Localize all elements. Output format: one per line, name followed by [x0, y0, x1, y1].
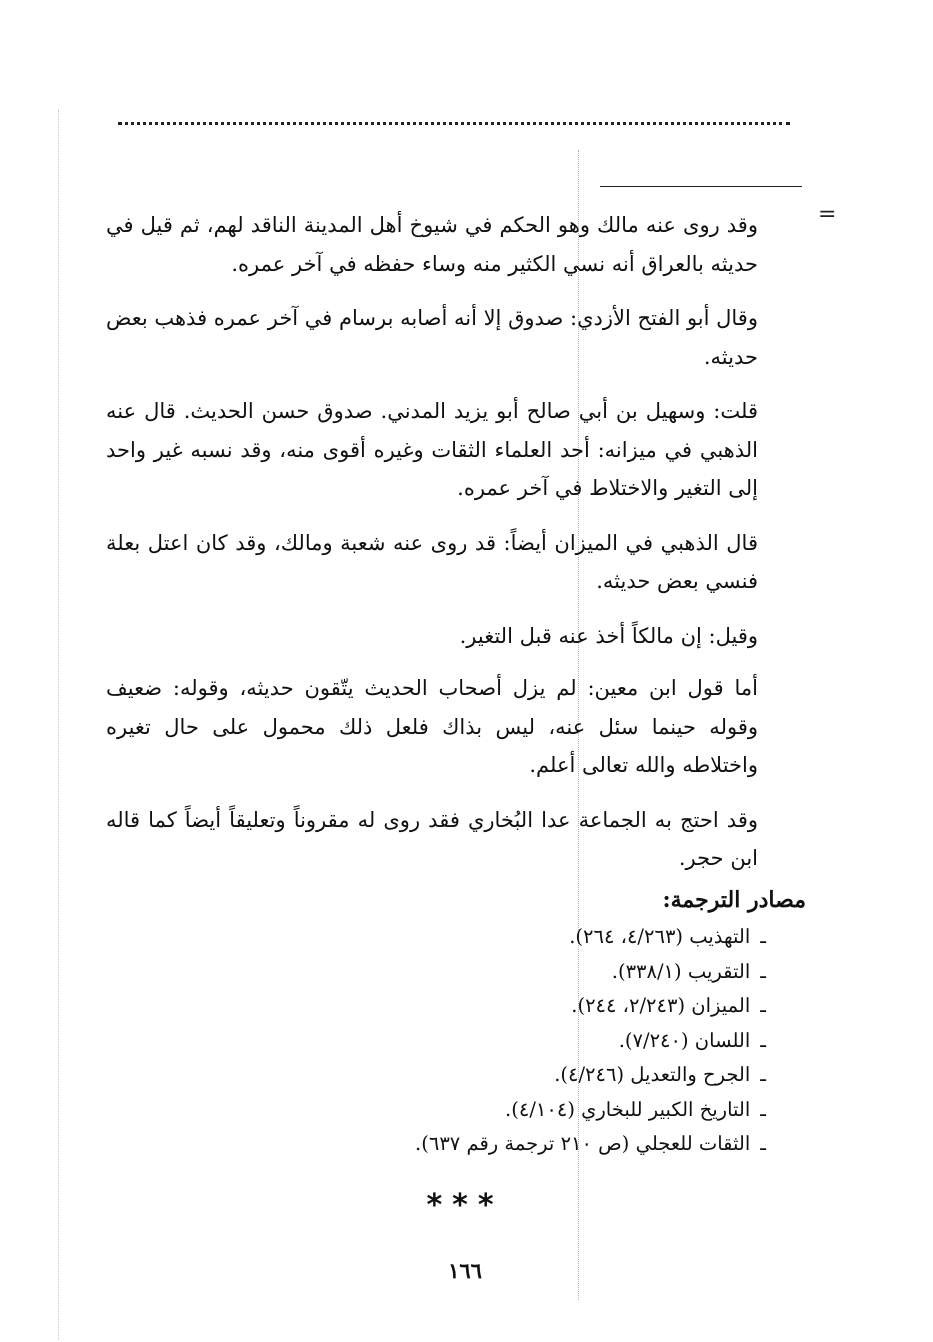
source-item: [300, 989, 766, 1024]
paragraph-5: وقيل: إن مالكاً أخذ عنه قبل التغير.: [459, 623, 758, 648]
paragraph-4: قال الذهبي في الميزان أيضاً: قد روى عنه شعبة ومالك، وقد كان اعتل بعلة فنسي بعض حديثه.: [106, 530, 758, 593]
source-item: [300, 955, 766, 990]
paragraph-2: وقال أبو الفتح الأزدي: صدوق إلا أنه أصابه برسام في آخر عمره فذهب بعض حديثه.: [105, 306, 758, 369]
paragraph-6: أما قول ابن معين: لم يزل أصحاب الحديث يتّقون حديثه، وقوله: ضعيف وقوله حينما سئل عنه، ليس بذاك فلعل ذلك محمول على حال تغيره واختلاطه والله تعالى أعلم.: [106, 676, 758, 777]
bullet-dash: ـ: [760, 1132, 766, 1155]
page-number: ١٦٦: [448, 1258, 482, 1283]
bullet-dash: ـ: [760, 959, 766, 983]
source-text: الثقات للعجلي (ص ٢١٠ ترجمة رقم ٦٣٧).: [415, 1132, 751, 1155]
source-item: [300, 1093, 766, 1128]
source-text: الجرح والتعديل (٤/٢٤٦).: [554, 1063, 751, 1086]
source-item: [300, 920, 766, 955]
source-text: التقريب (٣٣٨/١).: [611, 959, 751, 983]
source-item: [300, 1127, 766, 1162]
source-text: اللسان (٧/٢٤٠).: [618, 1028, 751, 1052]
source-text: الميزان (٢/٢٤٣، ٢٤٤).: [571, 994, 751, 1017]
source-text: التاريخ الكبير للبخاري (٤/١٠٤).: [505, 1097, 751, 1121]
footnote-rule: [600, 186, 802, 187]
sources-list: [300, 920, 766, 1162]
dotted-separator-line: [118, 122, 790, 125]
footnote-body: [106, 206, 758, 894]
scan-edge-mark: [58, 110, 59, 1340]
paragraph-3: قلت: وسهيل بن أبي صالح أبو يزيد المدني. صدوق حسن الحديث. قال عنه الذهبي في ميزانه: أحد العلماء الثقات وغيره أقوى منه، وقد نسبه غير واحد إلى التغير والاختلاط في آخر عمره.: [106, 399, 758, 500]
sources-heading: مصادر الترجمة:: [662, 887, 806, 913]
paragraph-1: وقد روى عنه مالك وهو الحكم في شيوخ أهل المدينة الناقد لهم، ثم قيل في حديثه بالعراق أنه نسي الكثير منه وساء حفظه في آخر عمره.: [106, 213, 758, 276]
source-item: [300, 1024, 766, 1059]
bullet-dash: ـ: [760, 1063, 766, 1086]
source-text: التهذيب (٤/٢٦٣، ٢٦٤).: [569, 925, 751, 948]
bullet-dash: ـ: [760, 925, 766, 948]
source-item: [300, 1058, 766, 1093]
footnote-continuation-mark: =: [818, 202, 837, 227]
section-separator-stars: ***: [426, 1188, 504, 1223]
bullet-dash: ـ: [760, 1028, 766, 1052]
bullet-dash: ـ: [760, 994, 766, 1017]
paragraph-7: وقد احتج به الجماعة عدا البُخاري فقد روى له مقروناً وتعليقاً أيضاً كما قاله ابن حجر.: [106, 807, 758, 870]
bullet-dash: ـ: [760, 1097, 766, 1121]
